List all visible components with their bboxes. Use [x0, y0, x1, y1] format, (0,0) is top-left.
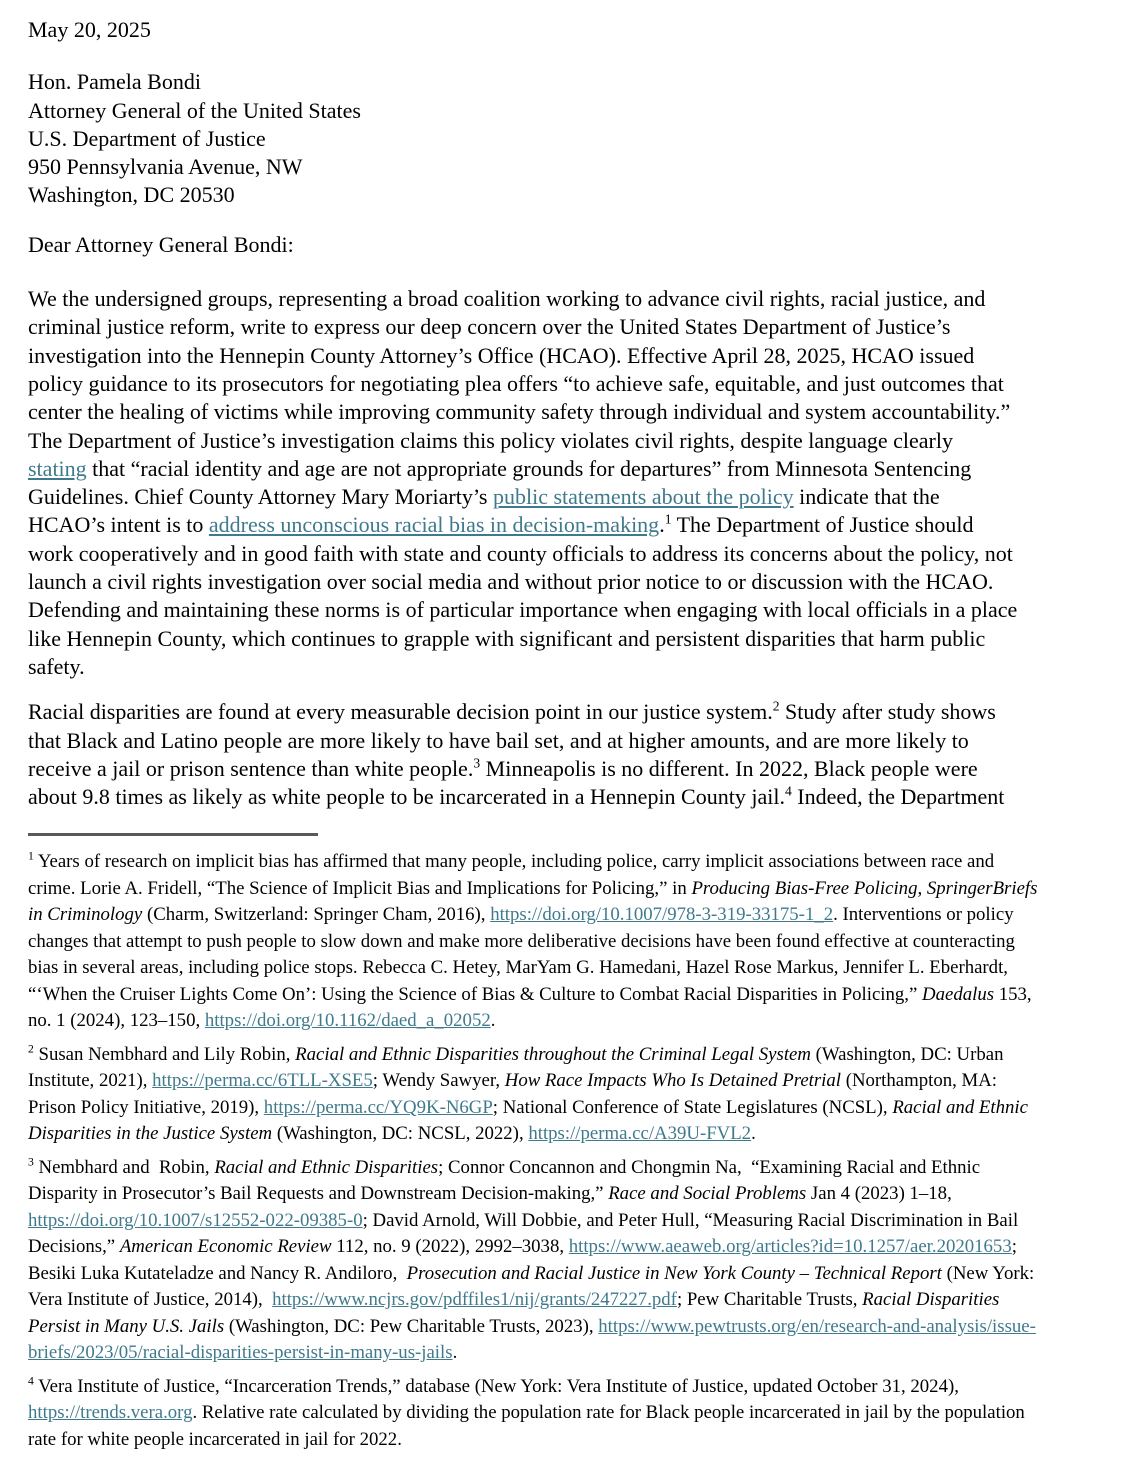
- text-line: that Black and Latino people are more likely to have bail set, and at higher amounts, and are more likely to: [28, 727, 969, 753]
- text-line: “‘When the Cruiser Lights Come On’: Using the Science of Bias & Culture to Combat Racial Disparities in Policing,” Daedalus 153,: [28, 983, 1032, 1005]
- text-line: HCAO’s intent is to address unconscious racial bias in decision-making.$^1$ The Department of Justice should: [28, 512, 974, 538]
- text-line: Institute, 2021), https://perma.cc/6TLL-XSE5; Wendy Sawyer, How Race Impacts Who Is Detained Pretrial (Northampton, MA:: [28, 1070, 997, 1092]
- hyperlink[interactable]: https://doi.org/10.1007/s12552-022-09385-0: [28, 1209, 363, 1231]
- footnote-marker: 1: [664, 512, 672, 528]
- text-line: no. 1 (2024), 123–150, https://doi.org/10.1162/daed_a_02052.: [28, 1010, 496, 1032]
- text-line: Guidelines. Chief County Attorney Mary Moriarty’s public statements about the policy indicate that the: [28, 484, 940, 510]
- text-line: rate for white people incarcerated in jail for 2022.: [28, 1428, 402, 1450]
- text-line: stating that “racial identity and age are not appropriate grounds for departures” from Minnesota Sentencing: [28, 455, 972, 481]
- text-line: We the undersigned groups, representing a broad coalition working to advance civil rights, racial justice, and: [28, 286, 986, 312]
- text-line: policy guidance to its prosecutors for negotiating plea offers “to achieve safe, equitable, and just outcomes that: [28, 370, 1004, 396]
- recipient-title: Attorney General of the United States: [28, 97, 361, 123]
- text-line: Vera Institute of Justice, 2014), https://www.ncjrs.gov/pdffiles1/nij/grants/247227.pdf; Pew Charitable Trusts, Racial Disparities: [28, 1289, 1000, 1311]
- text-line: Persist in Many U.S. Jails (Washington, DC: Pew Charitable Trusts, 2023), https://www.pewtrusts.org/en/research-and-analysis/issue-: [28, 1315, 1036, 1337]
- hyperlink[interactable]: public statements about the policy: [493, 484, 794, 510]
- footnotes-section: [28, 849, 1116, 1453]
- text-line: receive a jail or prison sentence than white people.$^3$ Minneapolis is no different. In 2022, Black people were: [28, 755, 978, 781]
- italic-text: Racial and Ethnic Disparities: [214, 1156, 439, 1178]
- italic-text: Racial and Ethnic Disparities throughout the Criminal Legal System: [295, 1043, 811, 1065]
- text-line: Decisions,” American Economic Review 112, no. 9 (2022), 2992–3038, https://www.aeaweb.org/articles?id=10.1257/aer.20201653;: [28, 1236, 1017, 1258]
- footnote-separator: [28, 833, 318, 836]
- italic-text: Prosecution and Racial Justice in New York County – Technical Report: [406, 1262, 942, 1284]
- text-line: about 9.8 times as likely as white people to be incarcerated in a Hennepin County jail.$^4$ Indeed, the Department: [28, 783, 1005, 810]
- text-line: investigation into the Hennepin County Attorney’s Office (HCAO). Effective April 28, 2025, HCAO issued: [28, 342, 975, 368]
- italic-text: Racial and Ethnic: [892, 1096, 1028, 1118]
- text-line: Defending and maintaining these norms is of particular importance when engaging with local officials in a place: [28, 597, 1018, 623]
- text-line: Racial disparities are found at every measurable decision point in our justice system.$^2$ Study after study shows: [28, 698, 996, 725]
- hyperlink[interactable]: https://www.pewtrusts.org/en/research-and-analysis/issue-: [598, 1315, 1036, 1337]
- footnote-marker: 4: [28, 1374, 34, 1388]
- footnote-1: [28, 849, 1116, 1035]
- footnote-marker: 1: [28, 850, 34, 864]
- text-line: work cooperatively and in good faith with state and county officials to address its concerns about the policy, not: [28, 540, 1013, 566]
- text-line: $^4$ Vera Institute of Justice, “Incarceration Trends,” database (New York: Vera Institute of Justice, updated October 31, 2024),: [28, 1374, 959, 1397]
- recipient-city: Washington, DC 20530: [28, 182, 235, 208]
- italic-text: How Race Impacts Who Is Detained Pretrial: [504, 1070, 842, 1092]
- text-line: Prison Policy Initiative, 2019), https://perma.cc/YQ9K-N6GP; National Conference of State Legislatures (NCSL), Racial and Ethnic: [28, 1096, 1028, 1118]
- hyperlink[interactable]: https://trends.vera.org: [28, 1402, 193, 1424]
- footnote-4: [28, 1374, 1116, 1454]
- footnote-marker: 3: [473, 755, 481, 771]
- recipient-street: 950 Pennsylvania Avenue, NW: [28, 154, 303, 180]
- hyperlink[interactable]: stating: [28, 455, 87, 481]
- footnote-2: [28, 1042, 1116, 1148]
- text-line: launch a civil rights investigation over social media and without prior notice to or discussion with the HCAO.: [28, 569, 994, 595]
- hyperlink[interactable]: https://perma.cc/6TLL-XSE5: [152, 1070, 373, 1092]
- text-line: briefs/2023/05/racial-disparities-persist-in-many-us-jails.: [28, 1342, 458, 1364]
- letter-date: May 20, 2025: [28, 17, 151, 42]
- footnote-3: [28, 1155, 1116, 1367]
- text-line: Disparities in the Justice System (Washington, DC: NCSL, 2022), https://perma.cc/A39U-FVL2.: [28, 1123, 756, 1145]
- recipient-name: Hon. Pamela Bondi: [28, 69, 201, 95]
- hyperlink[interactable]: https://doi.org/10.1162/daed_a_02052: [204, 1010, 491, 1032]
- text-line: changes that attempt to push people to slow down and make more deliberative decisions have been found effective at counteracting: [28, 930, 1015, 952]
- italic-text: Producing Bias-Free Policing, SpringerBriefs: [691, 877, 1038, 899]
- hyperlink[interactable]: https://www.ncjrs.gov/pdffiles1/nij/grants/247227.pdf: [272, 1289, 677, 1311]
- body-paragraph-1: [28, 285, 1116, 681]
- text-line: https://trends.vera.org. Relative rate calculated by dividing the population rate for Black people incarcerated in jail by the population: [28, 1402, 1025, 1424]
- text-line: crime. Lorie A. Fridell, “The Science of Implicit Bias and Implications for Policing,” in Producing Bias-Free Policing, SpringerBriefs: [28, 877, 1038, 899]
- hyperlink[interactable]: https://perma.cc/A39U-FVL2: [528, 1123, 752, 1145]
- text-line: Besiki Luka Kutateladze and Nancy R. Andiloro, Prosecution and Racial Justice in New York County – Technical Report (New York:: [28, 1262, 1035, 1284]
- footnote-marker: 2: [772, 698, 780, 714]
- recipient-address: [28, 68, 1116, 209]
- italic-text: American Economic Review: [119, 1236, 332, 1258]
- text-line: Disparity in Prosecutor’s Bail Requests and Downstream Decision-making,” Race and Social Problems Jan 4 (2023) 1–18,: [28, 1183, 952, 1205]
- hyperlink[interactable]: https://doi.org/10.1007/978-3-319-33175-1_2: [490, 904, 834, 926]
- text-line: https://doi.org/10.1007/s12552-022-09385-0; David Arnold, Will Dobbie, and Peter Hull, “Measuring Racial Discrimination in Bail: [28, 1209, 1019, 1231]
- text-line: The Department of Justice’s investigation claims this policy violates civil rights, despite language clearly: [28, 427, 953, 453]
- recipient-org: U.S. Department of Justice: [28, 125, 266, 151]
- text-line: $^1$ Years of research on implicit bias has affirmed that many people, including police, carry implicit associations between race and: [28, 850, 995, 873]
- text-line: bias in several areas, including police stops. Rebecca C. Hetey, MarYam G. Hamedani, Hazel Rose Markus, Jennifer L. Eberhardt,: [28, 957, 1008, 979]
- italic-text: Disparities in the Justice System: [28, 1123, 273, 1145]
- text-line: safety.: [28, 653, 85, 679]
- body-paragraph-2: [28, 698, 1116, 811]
- italic-text: Racial Disparities: [862, 1289, 1000, 1311]
- italic-text: in Criminology: [28, 904, 143, 926]
- hyperlink[interactable]: address unconscious racial bias in decision-making: [208, 512, 660, 538]
- text-line: center the healing of victims while improving community safety through individual and system accountability.”: [28, 399, 1011, 425]
- salutation: Dear Attorney General Bondi:: [28, 231, 294, 257]
- text-line: criminal justice reform, write to express our deep concern over the United States Department of Justice’s: [28, 314, 951, 340]
- hyperlink[interactable]: briefs/2023/05/racial-disparities-persist-in-many-us-jails: [28, 1342, 453, 1364]
- text-line: $^2$ Susan Nembhard and Lily Robin, Racial and Ethnic Disparities throughout the Criminal Legal System (Washington, DC: Urban: [28, 1042, 1004, 1065]
- footnote-marker: 4: [784, 783, 792, 799]
- text-line: $^3$ Nembhard and Robin, Racial and Ethnic Disparities; Connor Concannon and Chongmin Na, “Examining Racial and Ethnic: [28, 1155, 981, 1178]
- italic-text: Race and Social Problems: [608, 1183, 807, 1205]
- hyperlink[interactable]: https://www.aeaweb.org/articles?id=10.1257/aer.20201653: [568, 1236, 1012, 1258]
- footnote-marker: 2: [28, 1042, 34, 1056]
- italic-text: Daedalus: [922, 983, 995, 1005]
- hyperlink[interactable]: https://perma.cc/YQ9K-N6GP: [263, 1096, 493, 1118]
- italic-text: Persist in Many U.S. Jails: [28, 1315, 225, 1337]
- text-line: in Criminology (Charm, Switzerland: Springer Cham, 2016), https://doi.org/10.1007/978-3-319-33175-1_2. Interventions or policy: [28, 904, 1014, 926]
- footnote-marker: 3: [28, 1155, 34, 1169]
- text-line: like Hennepin County, which continues to grapple with significant and persistent disparities that harm public: [28, 625, 986, 651]
